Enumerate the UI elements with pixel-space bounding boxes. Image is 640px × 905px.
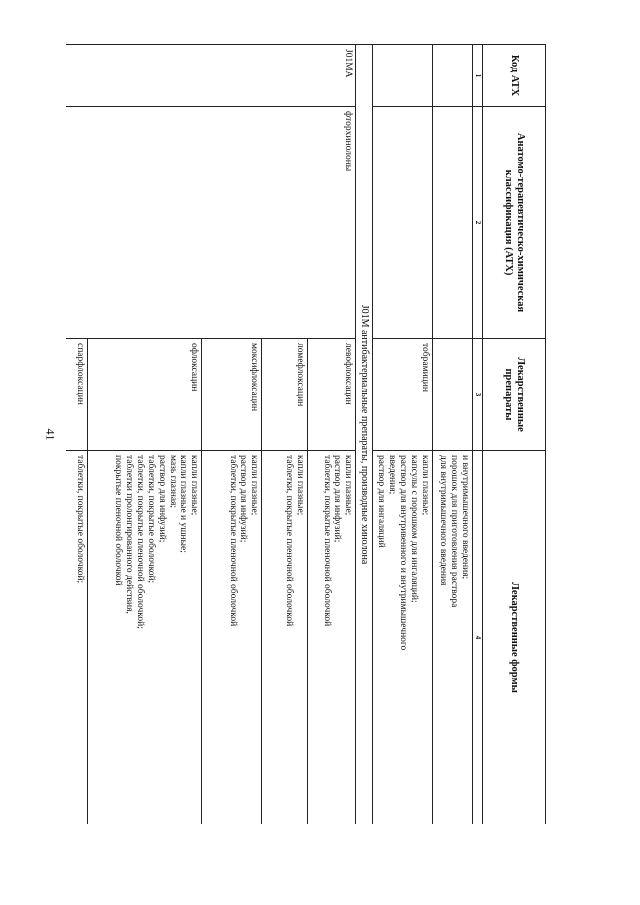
drug-name: моксифлоксацин [202,339,262,451]
column-number: 1 [473,45,483,107]
column-number: 3 [473,339,483,451]
page-number: 41 [43,428,58,441]
header-preparations: Лекарственные препараты [483,339,546,451]
forms-cell: и внутримышечного введения; порошок для приготовления раствора для внутримышечного введения [433,451,473,825]
table-row [308,45,356,825]
table-row [433,45,473,825]
group-row [356,45,373,825]
atc-classification: фторхинолоны [66,107,356,339]
header-forms: Лекарственные формы [483,451,546,825]
forms-cell: таблетки, покрытые оболочкой; [66,451,88,825]
table-viewport [66,44,546,824]
forms-cell: капли глазные; капли глазные и ушные; мазь глазная; раствор для инфузий; таблетки, покрытые оболочкой; таблетки, покрытые пленочной оболочкой; таблетки пролонгированного действия, покрытые пленочной оболочкой [88,451,202,825]
drug-name: ломефлоксацин [262,339,308,451]
atc-code: J01MA [66,45,356,107]
drug-name: тобрамицин [373,339,433,451]
column-number-row [473,45,483,825]
column-number: 2 [473,107,483,339]
forms-cell: капли глазные; раствор для инфузий; таблетки, покрытые пленочной оболочкой [308,451,356,825]
forms-cell: капли глазные; раствор для инфузий; таблетки, покрытые пленочной оболочкой [202,451,262,825]
drug-name: офлоксацин [88,339,202,451]
header-code: Код АТХ [483,45,546,107]
header-row [483,45,546,825]
forms-cell: капли глазные; капсулы с порошком для ингаляций; раствор для внутривенного и внутримышечного введения; раствор для ингаляций [373,451,433,825]
atc-table [66,44,546,824]
group-heading: J01M антибактериальные препараты, производные хинолона [356,45,373,825]
forms-cell: капли глазные; таблетки, покрытые пленочной оболочкой [262,451,308,825]
column-number: 4 [473,451,483,825]
header-classification: Анатомо-терапевтическо-химическая классификация (АТХ) [483,107,546,339]
drug-name: спарфлоксацин [66,339,88,451]
table-row [373,45,433,825]
drug-name: левофлоксацин [308,339,356,451]
